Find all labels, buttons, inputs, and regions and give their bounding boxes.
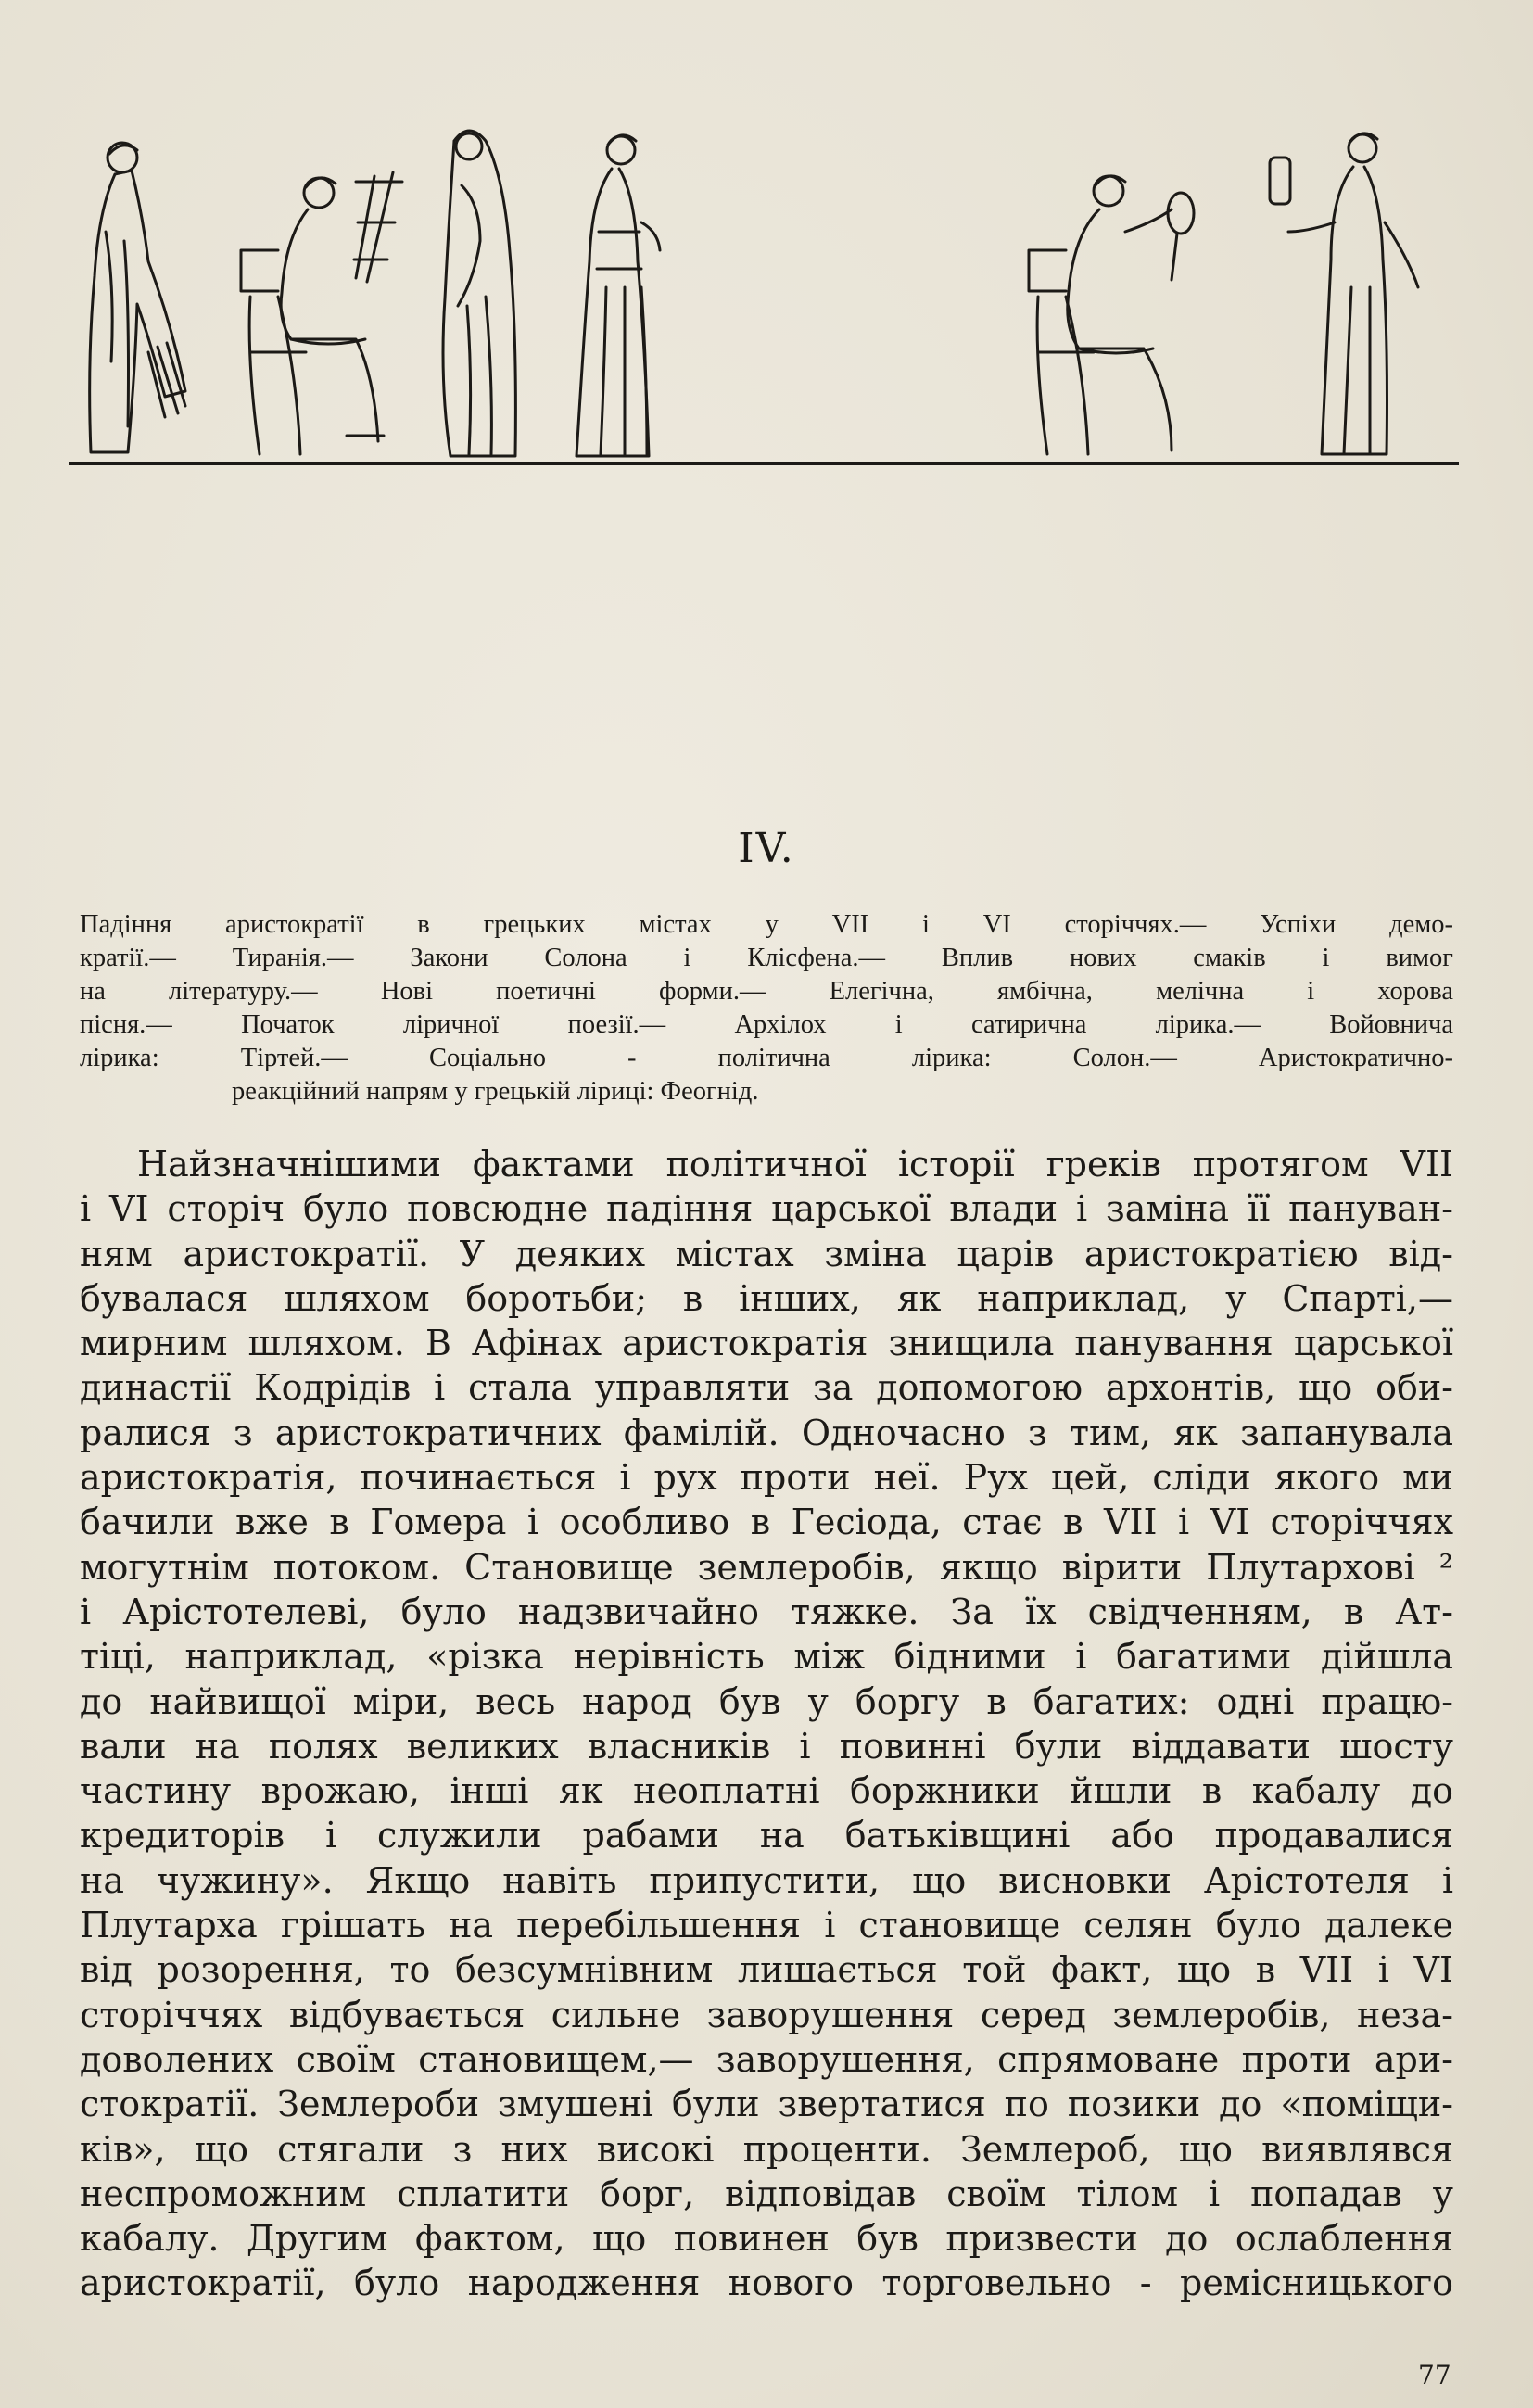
body-line: аристократія, починається і рух проти неї. Рух цей, сліди якого ми	[80, 1457, 1453, 1499]
body-line: мирним шляхом. В Афінах аристократія знищила панування царської	[80, 1323, 1453, 1364]
body-line: доволених своїм становищем,— заворушення, спрямоване проти ари-	[80, 2038, 1453, 2080]
body-line: і Арістотелеві, було надзвичайно тяжке. За їх свідченням, в Ат-	[80, 1591, 1453, 1632]
summary-line: пісня.— Початок ліричної поезії.— Архілох і сатирична лірика.— Войовнича	[80, 1010, 1453, 1039]
body-line: бачили вже в Гомера і особливо в Гесіода, стає в VII і VI сторіччях	[80, 1502, 1453, 1543]
frieze-figure-2	[241, 172, 402, 454]
summary-line: Падіння аристократії в грецьких містах у VII і VI сторіччях.— Успіхи демо-	[80, 910, 1453, 939]
page-number: 77	[1418, 2360, 1451, 2390]
body-line: кредиторів і служили рабами на батьківщині або продавалися	[80, 1815, 1453, 1857]
summary-line: реакційний напрям у грецькій ліриці: Феогнід.	[232, 1077, 759, 1106]
chapter-summary	[80, 908, 1453, 1109]
greek-women-frieze-icon	[69, 120, 1459, 473]
frieze-figure-4	[576, 135, 660, 456]
body-line: на чужину». Якщо навіть припустити, що висновки Арістотеля і	[80, 1859, 1453, 1901]
body-line: ням аристократії. У деяких містах зміна царів аристократією від-	[80, 1233, 1453, 1274]
body-line: аристократії, було народження нового торговельно - ремісницького	[80, 2262, 1453, 2304]
body-text	[80, 1142, 1453, 2306]
body-line: вали на полях великих власників і повинні були віддавати шосту	[80, 1725, 1453, 1767]
body-line: Найзначнішими фактами політичної історії греків протягом VII	[137, 1144, 1453, 1185]
frieze-figure-6	[1270, 133, 1418, 454]
body-line: до найвищої міри, весь народ був у боргу в багатих: одні працю-	[80, 1680, 1453, 1722]
summary-line: лірика: Тіртей.— Соціально - політична лірика: Солон.— Аристократично-	[80, 1044, 1453, 1072]
summary-line: кратії.— Тиранія.— Закони Солона і Клісфена.— Вплив нових смаків і вимог	[80, 944, 1453, 972]
body-line: і VI сторіч було повсюдне падіння царської влади і заміна її пануван-	[80, 1188, 1453, 1230]
body-line: тіці, наприклад, «різка нерівність між бідними і багатими дійшла	[80, 1636, 1453, 1678]
body-line: ралися з аристократичних фамілій. Одночасно з тим, як запанувала	[80, 1412, 1453, 1453]
body-line: Плутарха грішать на перебільшення і становище селян було далеке	[80, 1905, 1453, 1946]
body-line: стократії. Землероби змушені були звертатися по позики до «поміщи-	[80, 2084, 1453, 2125]
chapter-number: IV.	[738, 825, 795, 872]
body-line: частину врожаю, інші як неоплатні боржники йшли в кабалу до	[80, 1770, 1453, 1812]
frieze-figure-3	[443, 131, 515, 456]
summary-line: на літературу.— Нові поетичні форми.— Елегічна, ямбічна, мелічна і хорова	[80, 977, 1453, 1006]
body-line: кабалу. Другим фактом, що повинен був призвести до ослаблення	[80, 2218, 1453, 2260]
body-line: неспроможним сплатити борг, відповідав своїм тілом і попадав у	[80, 2173, 1453, 2214]
body-line: могутнім потоком. Становище землеробів, якщо вірити Плутархові ²	[80, 1546, 1453, 1588]
body-line: династії Кодрідів і стала управляти за допомогою архонтів, що оби-	[80, 1367, 1453, 1409]
frieze-figure-1	[90, 143, 185, 452]
body-line: бувалася шляхом боротьби; в інших, як наприклад, у Спарті,—	[80, 1277, 1453, 1319]
frieze-figure-5	[1029, 176, 1194, 454]
body-line: від розорення, то безсумнівним лишається той факт, що в VII і VI	[80, 1949, 1453, 1991]
body-line: сторіччях відбувається сильне заворушення серед землеробів, неза-	[80, 1994, 1453, 2035]
body-line: ків», що стягали з них високі проценти. Землероб, що виявлявся	[80, 2128, 1453, 2170]
